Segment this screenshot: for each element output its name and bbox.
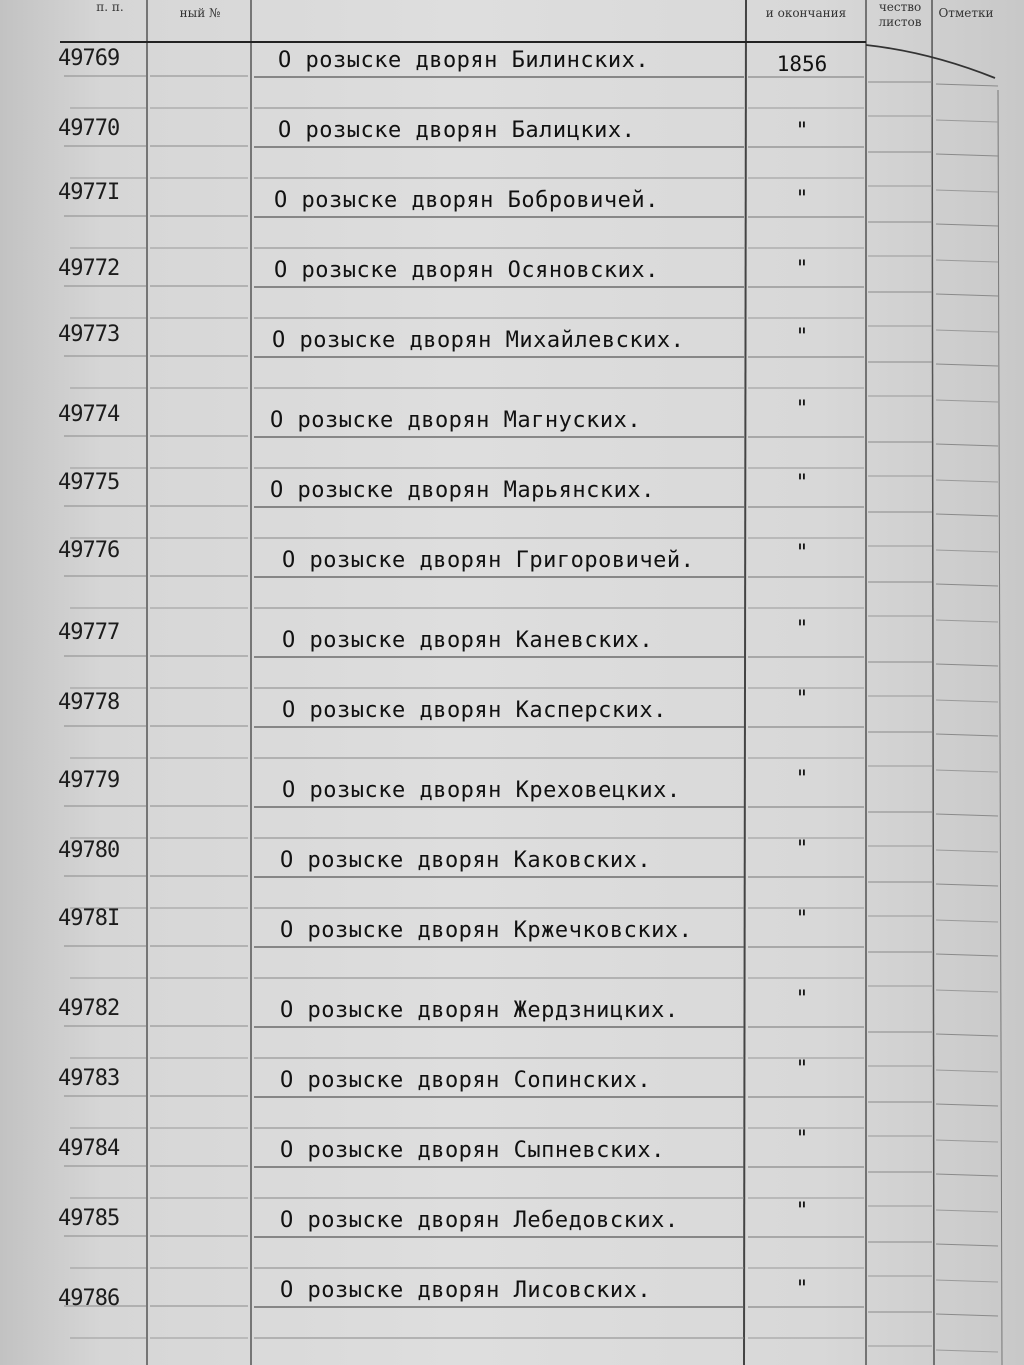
record-date: ": [795, 906, 809, 930]
record-date: ": [795, 616, 809, 640]
table-row: [0, 256, 1024, 326]
record-number: 4978I: [58, 906, 120, 931]
record-number: 49775: [58, 470, 120, 495]
record-title: О розыске дворян Магнуских.: [270, 408, 642, 433]
record-number: 49784: [58, 1136, 120, 1161]
record-number: 49778: [58, 690, 120, 715]
record-number: 49769: [58, 46, 120, 71]
record-title: О розыске дворян Креховецких.: [282, 778, 681, 803]
record-number: 49772: [58, 256, 120, 281]
table-row: [0, 616, 1024, 696]
table-row: [0, 836, 1024, 916]
record-title: О розыске дворян Балицких.: [278, 118, 636, 143]
table-row: [0, 1126, 1024, 1206]
record-date: ": [795, 470, 809, 494]
header-col-number: п. п.: [96, 0, 124, 14]
record-date: ": [795, 766, 809, 790]
table-row: [0, 322, 1024, 396]
record-date: ": [795, 686, 809, 710]
table-row: [0, 396, 1024, 476]
record-title: О розыске дворян Осяновских.: [274, 258, 659, 283]
ruled-line: [936, 990, 998, 992]
record-number: 49785: [58, 1206, 120, 1231]
record-title: О розыске дворян Лисовских.: [280, 1278, 652, 1303]
table-row: [0, 686, 1024, 766]
record-date: ": [795, 540, 809, 564]
record-date: ": [795, 986, 809, 1010]
table-row: [0, 906, 1024, 986]
record-title: О розыске дворян Кржечковских.: [280, 918, 693, 943]
record-title: О розыске дворян Бобровичей.: [274, 188, 659, 213]
ruled-line: [936, 620, 998, 622]
record-date: ": [795, 836, 809, 860]
record-number: 49774: [58, 402, 120, 427]
table-row: [0, 1276, 1024, 1346]
table-row: [0, 1198, 1024, 1276]
record-date: ": [795, 256, 809, 280]
ruled-line: [936, 400, 998, 402]
table-row: [0, 986, 1024, 1066]
record-number: 49779: [58, 768, 120, 793]
record-date: ": [795, 324, 809, 348]
table-row: [0, 470, 1024, 546]
record-title: О розыске дворян Жердзницких.: [280, 998, 679, 1023]
table-row: [0, 180, 1024, 256]
record-title: О розыске дворян Лебедовских.: [280, 1208, 679, 1233]
record-title: О розыске дворян Каковских.: [280, 848, 652, 873]
header-col-notes: Отметки: [938, 6, 994, 20]
record-number: 49777: [58, 620, 120, 645]
record-title: О розыске дворян Сыпневских.: [280, 1138, 665, 1163]
record-number: 49770: [58, 116, 120, 141]
record-number: 4977I: [58, 180, 120, 205]
table-row: [0, 766, 1024, 846]
ruled-line: [936, 770, 998, 772]
record-title: О розыске дворян Марьянских.: [270, 478, 655, 503]
record-date: 1856: [776, 52, 828, 76]
table-row: [0, 116, 1024, 186]
record-number: 49776: [58, 538, 120, 563]
record-title: О розыске дворян Билинских.: [278, 48, 650, 73]
header-col-archive-number: ный №: [179, 6, 221, 20]
record-title: О розыске дворян Каневских.: [282, 628, 654, 653]
record-number: 49773: [58, 322, 120, 347]
record-title: О розыске дворян Григоровичей.: [282, 548, 695, 573]
table-row: [0, 46, 1024, 116]
record-number: 49783: [58, 1066, 120, 1091]
record-title: О розыске дворян Сопинских.: [280, 1068, 652, 1093]
table-row: [0, 1056, 1024, 1136]
record-date: ": [795, 186, 809, 210]
record-number: 49782: [58, 996, 120, 1021]
ruled-line: [936, 1350, 998, 1352]
record-date: ": [795, 1276, 809, 1300]
header-col-dates: и окончания: [765, 6, 847, 20]
record-date: ": [795, 1056, 809, 1080]
record-title: О розыске дворян Касперских.: [282, 698, 667, 723]
record-number: 49786: [58, 1286, 120, 1311]
header-col-sheet-count: чество листов: [878, 0, 922, 29]
record-date: ": [795, 1198, 809, 1222]
record-date: ": [795, 396, 809, 420]
record-date: ": [795, 1126, 809, 1150]
record-date: ": [795, 118, 809, 142]
record-number: 49780: [58, 838, 120, 863]
record-title: О розыске дворян Михайлевских.: [272, 328, 685, 353]
table-row: [0, 538, 1024, 616]
